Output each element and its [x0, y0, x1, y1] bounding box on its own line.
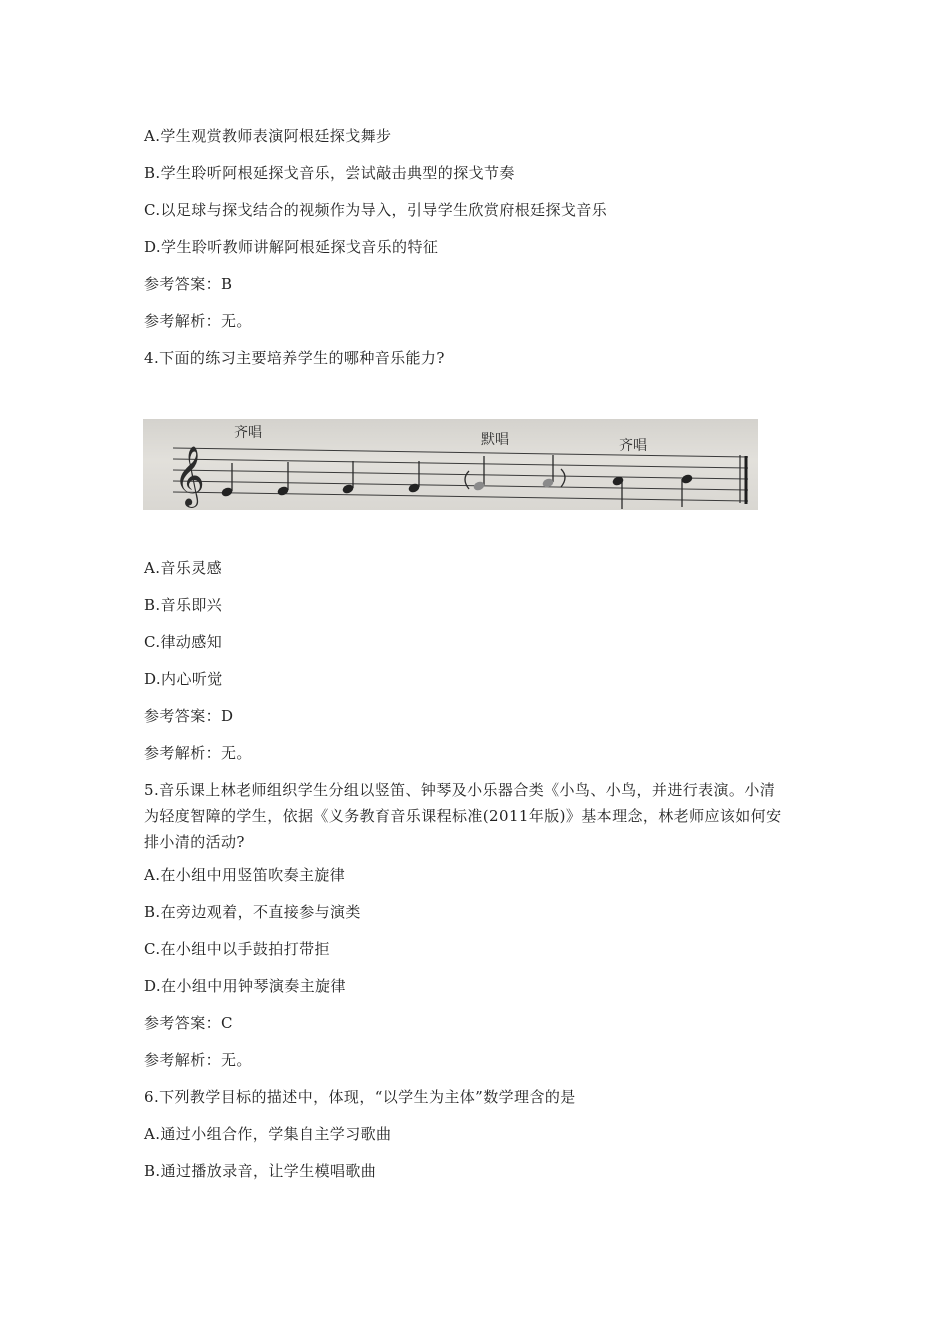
q3-option-d: D.学生聆听教师讲解阿根延探戈音乐的特征	[144, 238, 439, 256]
music-staff	[143, 419, 758, 510]
q4-option-b: B.音乐即兴	[144, 596, 223, 614]
q3-option-c: C.以足球与探戈结合的视频作为导入，引导学生欣赏府根廷探戈音乐	[144, 201, 608, 219]
label-silent-singing: 默唱	[481, 432, 509, 448]
q6-option-a: A.通过小组合作，学集自主学习歌曲	[144, 1125, 392, 1143]
silent-notes	[472, 477, 554, 492]
q6-question: 6.下列教学目标的描述中，体现，“以学生为主体”数学理含的是	[144, 1088, 576, 1106]
label-unison-2: 齐唱	[619, 438, 647, 454]
label-unison-1: 齐唱	[234, 425, 262, 441]
q4-answer: 参考答案：D	[144, 707, 234, 725]
q4-analysis: 参考解析：无。	[144, 744, 252, 762]
q5-option-c: C.在小组中以手鼓拍打带拒	[144, 940, 330, 958]
q5-question-line-2: 为轻度智障的学生，依据《义务教育音乐课程标准(2011年版)》基本理念，林老师应该如何安	[144, 807, 782, 825]
treble-clef-icon: 𝄞	[174, 446, 205, 506]
q3-analysis: 参考解析：无。	[144, 312, 252, 330]
left-parenthesis	[465, 471, 469, 489]
q4-option-c: C.律动感知	[144, 633, 223, 651]
music-score-figure	[143, 419, 758, 510]
q6-option-b: B.通过播放录音，让学生模唱歌曲	[144, 1162, 377, 1180]
q5-question-line-1: 5.音乐课上林老师组织学生分组以竖笛、钟琴及小乐器合类《小鸟、小鸟，并进行表演。小清	[144, 781, 776, 799]
q3-answer: 参考答案：B	[144, 275, 233, 293]
q4-option-d: D.内心听觉	[144, 670, 223, 688]
q5-question-line-3: 排小清的活动?	[144, 833, 245, 851]
right-parenthesis	[561, 469, 565, 487]
q4-question: 4.下面的练习主要培养学生的哪种音乐能力?	[144, 349, 445, 367]
q3-option-b: B.学生聆听阿根延探戈音乐，尝试敲击典型的探戈节奏	[144, 164, 515, 182]
q5-option-a: A.在小组中用竖笛吹奏主旋律	[144, 866, 346, 884]
q5-option-d: D.在小组中用钟琴演奏主旋律	[144, 977, 346, 995]
q5-analysis: 参考解析：无。	[144, 1051, 252, 1069]
q5-answer: 参考答案：C	[144, 1014, 233, 1032]
q3-option-a: A.学生观赏教师表演阿根廷探戈舞步	[144, 127, 392, 145]
q4-option-a: A.音乐灵感	[144, 559, 223, 577]
q5-question	[144, 777, 816, 855]
staff-lines	[173, 448, 748, 501]
q5-option-b: B.在旁边观着，不直接参与演类	[144, 903, 361, 921]
